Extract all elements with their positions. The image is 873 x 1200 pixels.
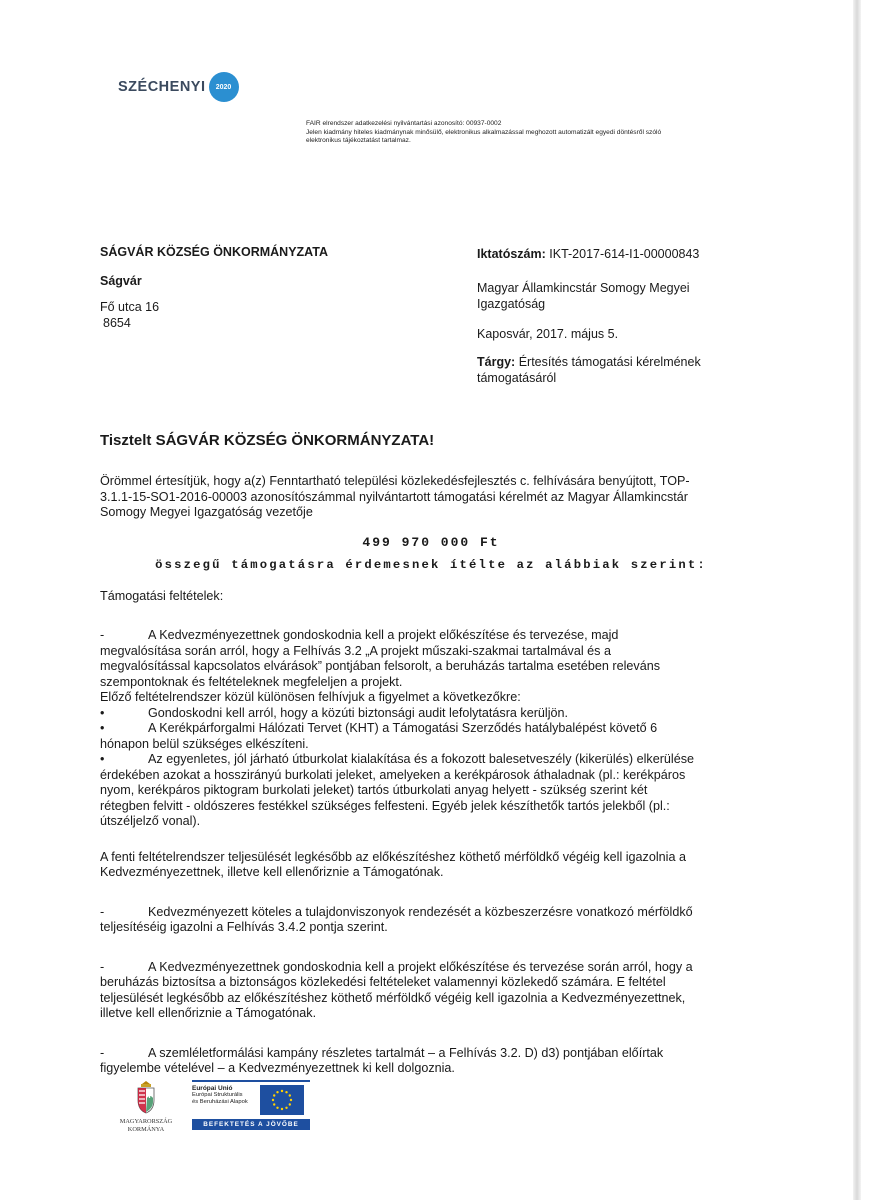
fair-line: FAIR elrendszer adatkezelési nyilvántartási azonosító: 00937-0002 [306,120,502,127]
show-through [600,70,760,110]
bullet-line: nyom, kerékpáros piktogram burkolati jeleket) tartós útburkolati anyag helyett - szükség szerint két [100,783,648,797]
previous-conditions-note: Előző feltételrendszer közül különösen felhívjuk a figyelmet a következőkre: [100,690,521,704]
conditions-title: Támogatási feltételek: [100,588,224,603]
recipient-line: Magyar Államkincstár Somogy Megyei [477,281,690,295]
bullet-line: érdekében azokat a hosszirányú burkolati jeleket, amelyeken a kerékpárosok áthaladnak (pl.: kerékpáros [100,767,686,782]
eu-subtitle: és Beruházási Alapok [192,1099,248,1105]
crest-caption: MAGYARORSZÁG [119,1118,173,1125]
eu-slogan: BEFEKTETÉS A JÖVŐBE [192,1119,310,1130]
bullet-item [100,721,762,752]
subject-label: Tárgy: [477,355,516,369]
subject-line: támogatásáról [477,371,557,385]
scan-edge [853,0,861,1200]
condition-line: beruházás biztosítsa a biztonságos közlekedési feltételeket valamennyi közlekedő számára. E feltétel [100,975,666,989]
condition-line: teljesülését legkésőbb az előkészítéshez köthető mérföldkő végéig kell igazolnia a Kedvezményezettnek, [100,990,686,1005]
condition-item [100,960,762,1022]
condition-line: A Kedvezményezettnek gondoskodnia kell a projekt előkészítése és tervezése, majd [148,628,619,642]
condition-line: megvalósítással kapcsolatos elvárások” pontjában felsorolt, a beruházás tartalma esetében releváns [100,659,661,673]
sender-street: Fő utca 16 [100,300,160,314]
registration-value: IKT-2017-614-I1-00000843 [549,247,700,261]
condition-line: Kedvezményezett köteles a tulajdonviszonyok rendezését a közbeszerzésre vonatkozó mérföldkő [148,904,693,919]
eu-subtitle: Európai Strukturális [192,1092,243,1098]
condition-dash: - [100,1045,105,1060]
bullet-line: rétegben felvitt - oldószeres festékkel szükséges felfesteni. Egyéb jelek készíthetők tartós jelekből (pl.: [100,798,670,813]
crest-caption: KORMÁNYA [127,1125,165,1133]
bullet-item [100,752,762,830]
bullet-mark: • [100,721,105,735]
condition-item [100,628,762,690]
eu-flag-icon [260,1085,304,1115]
fair-notice [306,120,766,146]
condition-line: megvalósítása során arról, hogy a Felhívás 3.2 „A projekt műszaki-szakmai tartalmával és a [100,643,611,658]
subject [477,354,757,386]
intro-paragraph [100,474,762,521]
eu-funds-logo [192,1080,310,1130]
condition-line: szempontoknak és feltételeknek megfeleljen a projekt. [100,674,403,689]
subject-line: Értesítés támogatási kérelmének [518,355,701,369]
hungarian-government-logo [110,1080,182,1133]
registration-label: Iktatószám: [477,247,546,261]
letter-body [100,474,762,1077]
logo-pin-icon: 2020 [209,72,239,102]
condition-item [100,1046,762,1077]
bullet-line: A Kerékpárforgalmi Hálózati Tervet (KHT) a Támogatási Szerződés hatálybalépést követő 6 [148,721,658,735]
logo-wordmark: SZÉCHENYI [118,79,206,95]
recipient-authority [477,280,757,312]
footer-logos [110,1080,310,1133]
condition-item [100,905,762,936]
fulfilment-paragraph [100,850,762,881]
recipient-line: Igazgatóság [477,297,546,311]
condition-dash: - [100,959,105,974]
sender-org: SÁGVÁR KÖZSÉG ÖNKORMÁNYZATA [100,245,329,259]
condition-dash: - [100,628,105,642]
coat-of-arms-icon [135,1080,157,1114]
intro-line: Örömmel értesítjük, hogy a(z) Fenntartható települési közlekedésfejlesztés c. felhívására benyújtott, TOP- [100,474,690,488]
condition-line: teljesítéséig igazolni a Felhívás 3.4.2 pontja szerint. [100,920,388,934]
grant-verdict: összegű támogatásra érdemesnek ítélte az alábbiak szerint: [155,558,707,572]
bullet-mark: • [100,705,105,720]
szechenyi-logo [118,72,239,102]
condition-line: illetve kell ellenőriznie a Támogatónak. [100,1006,317,1020]
fair-line: elektronikus tájékoztatást tartalmaz. [306,137,411,144]
sender-address [100,244,328,331]
sender-city: Ságvár [100,274,142,288]
bullet-line: Gondoskodni kell arról, hogy a közúti biztonsági audit lefolytatásra kerüljön. [148,705,569,720]
fulfilment-line: Kedvezményezettnek, illetve kell ellenőriznie a Támogatónak. [100,865,444,879]
intro-line: Somogy Megyei Igazgatóság vezetője [100,505,313,519]
bullet-line: hónapon belül szükséges elkészíteni. [100,736,309,751]
bullet-item [100,706,762,722]
bullet-mark: • [100,752,105,766]
sender-zip: 8654 [103,316,131,330]
bullet-line: útszéljelző vonal). [100,814,201,828]
condition-line: A szemléletformálási kampány részletes tartalmát – a Felhívás 3.2. D) d3) pontjában előírtak [148,1045,664,1060]
place-date: Kaposvár, 2017. május 5. [477,327,619,341]
eu-title: Európai Unió [192,1085,233,1092]
fulfilment-line: A fenti feltételrendszer teljesülését legkésőbb az előkészítéshez köthető mérföldkő végéig kell igazolnia a [100,849,686,864]
grant-amount: 499 970 000 Ft [362,534,500,550]
intro-line: 3.1.1-15-SO1-2016-00003 azonosítószámmal nyilvántartott támogatási kérelmét az Magyar Államkincstár [100,489,688,504]
condition-line: A Kedvezményezettnek gondoskodnia kell a projekt előkészítése és tervezése során arról, hogy a [148,959,693,974]
condition-dash: - [100,904,105,919]
fair-line: Jelen kiadmány hiteles kiadmánynak minősülő, elektronikus alkalmazással meghozott automatizált egyedi döntésről szóló [306,128,662,136]
registration-number [477,246,757,262]
bullet-line: Az egyenletes, jól járható útburkolat kialakítása és a fokozott balesetveszély (kikerülés) elkerülése [148,752,695,766]
salutation: Tisztelt SÁGVÁR KÖZSÉG ÖNKORMÁNYZATA! [100,432,435,449]
condition-line: figyelembe vételével – a Kedvezményezettnek ki kell dolgoznia. [100,1061,455,1075]
letter-meta [477,246,757,386]
